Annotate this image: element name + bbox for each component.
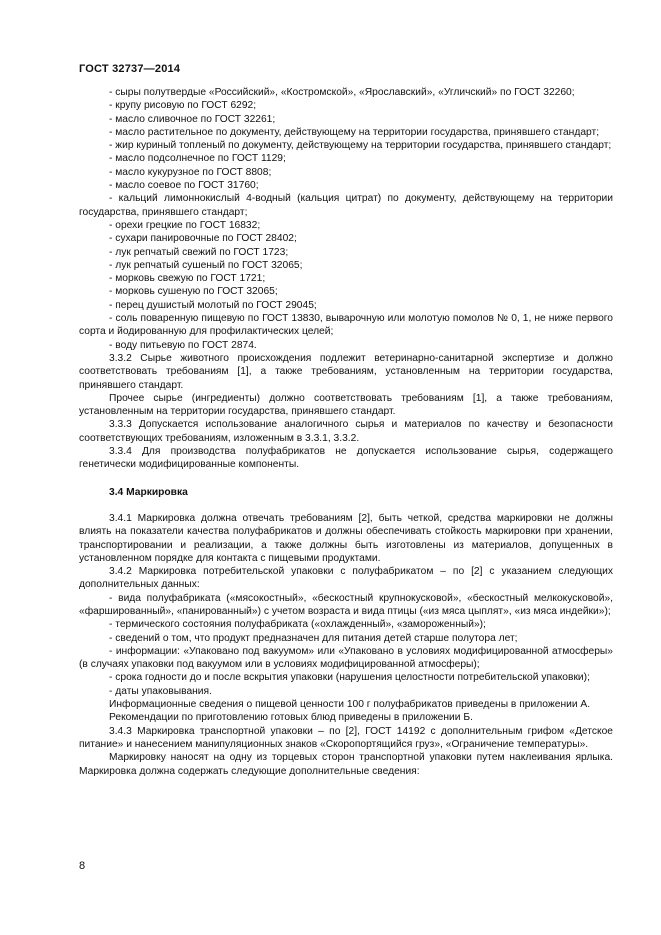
paragraph: - воду питьевую по ГОСТ 2874.	[109, 339, 257, 351]
paragraph: Рекомендации по приготовлению готовых блюд приведены в приложении Б.	[109, 712, 473, 724]
paragraph: - вида полуфабриката («мясокостный», «бескостный крупнокусковой», «бескостный мелкокусковой», «фаршированный», «панированный») с учетом возраста и вида птицы («из мяса цыплят», «из мяса индейки»);	[79, 592, 613, 617]
document-header: ГОСТ 32737—2014	[79, 63, 181, 75]
paragraph: Информационные сведения о пищевой ценности 100 г полуфабрикатов приведены в приложении А.	[109, 699, 591, 711]
paragraph: 3.3.2 Сырье животного происхождения подлежит ветеринарно-санитарной экспертизе и должно соответствовать требованиям [1], а также требованиям, установленным на территории государства, принявшего стандарт.	[79, 352, 613, 391]
paragraph: - информации: «Упаковано под вакуумом» или «Упаковано в условиях модифицированной атмосферы» (в случаях упаковки под вакуумом или в условиях модифицированной атмосферы);	[79, 645, 613, 671]
paragraph: - даты упаковывания.	[109, 685, 212, 697]
paragraph: - морковь сушеную по ГОСТ 32065;	[109, 286, 278, 298]
paragraph: - крупу рисовую по ГОСТ 6292;	[109, 100, 257, 112]
paragraph: - жир куриный топленый по документу, действующему на территории государства, принявшего стандарт;	[109, 140, 612, 152]
paragraph: - сыры полутвердые «Российский», «Костромской», «Ярославский», «Угличский» по ГОСТ 32260;	[109, 87, 575, 98]
paragraph: - перец душистый молотый по ГОСТ 29045;	[109, 299, 317, 311]
paragraph: - лук репчатый свежий по ГОСТ 1723;	[109, 246, 289, 258]
paragraph: - масло кукурузное по ГОСТ 8808;	[109, 166, 272, 178]
paragraph: - орехи грецкие по ГОСТ 16832;	[109, 219, 261, 231]
paragraph: - сухари панировочные по ГОСТ 28402;	[109, 233, 297, 245]
paragraph: 3.4.3 Маркировка транспортной упаковки – по [2], ГОСТ 14192 с дополнительным грифом «Детское питание» и нанесением манипуляционных знаков «Скоропортящийся груз», «Ограничение температуры».	[79, 725, 613, 750]
paragraph: - масло растительное по документу, действующему на территории государства, принявшего стандарт;	[109, 126, 600, 138]
paragraph: - кальций лимоннокислый 4-водный (кальция цитрат) по документу, действующему на территории государства, принявшего стандарт;	[79, 193, 613, 218]
paragraph: 3.3.4 Для производства полуфабрикатов не допускается использование сырья, содержащего генетически модифицированные компоненты.	[79, 446, 613, 471]
paragraph: - сведений о том, что продукт предназначен для питания детей старше полутора лет;	[109, 632, 518, 644]
paragraph: 3.4.2 Маркировка потребительской упаковки с полуфабрикатом – по [2] с указанием следующих дополнительных данных:	[79, 566, 613, 591]
paragraph: - масло сливочное по ГОСТ 32261;	[109, 113, 276, 125]
paragraph: - масло подсолнечное по ГОСТ 1129;	[109, 153, 286, 165]
document-body	[79, 86, 613, 778]
paragraph: - соль поваренную пищевую по ГОСТ 13830, выварочную или молотую помолов № 0, 1, не ниже первого сорта и йодированную для профилактических целей;	[79, 313, 613, 338]
paragraph: - термического состояния полуфабриката («охлажденный», «замороженный»);	[109, 619, 486, 631]
paragraph: - срока годности до и после вскрытия упаковки (нарушения целостности потребительской упаковки);	[109, 672, 590, 684]
paragraph: - лук репчатый сушеный по ГОСТ 32065;	[109, 259, 303, 271]
paragraph: - морковь свежую по ГОСТ 1721;	[109, 273, 266, 285]
paragraph: 3.4.1 Маркировка должна отвечать требованиям [2], быть четкой, средства маркировки не должны влиять на показатели качества полуфабрикатов и должны обеспечивать стойкость маркировки при хранении, транспортировании и реализации, а также должны быть изготовлены из материалов, допущенных в установленном порядке для контакта с пищевыми продуктами.	[79, 512, 613, 564]
page-number: 8	[79, 860, 86, 872]
paragraph: Прочее сырье (ингредиенты) должно соответствовать требованиям [1], а также требованиям, установленным на территории государства, принявшего стандарт.	[79, 392, 613, 418]
paragraph: Маркировку наносят на одну из торцевых сторон транспортной упаковки путем наклеивания ярлыка. Маркировка должна содержать следующие дополнительные сведения:	[79, 752, 613, 777]
paragraph: 3.3.3 Допускается использование аналогичного сырья и материалов по качеству и безопасности соответствующих требованиям, изложенным в 3.3.1, 3.3.2.	[79, 419, 613, 444]
paragraph: - масло соевое по ГОСТ 31760;	[109, 180, 259, 192]
section-title: 3.4 Маркировка	[109, 486, 188, 498]
